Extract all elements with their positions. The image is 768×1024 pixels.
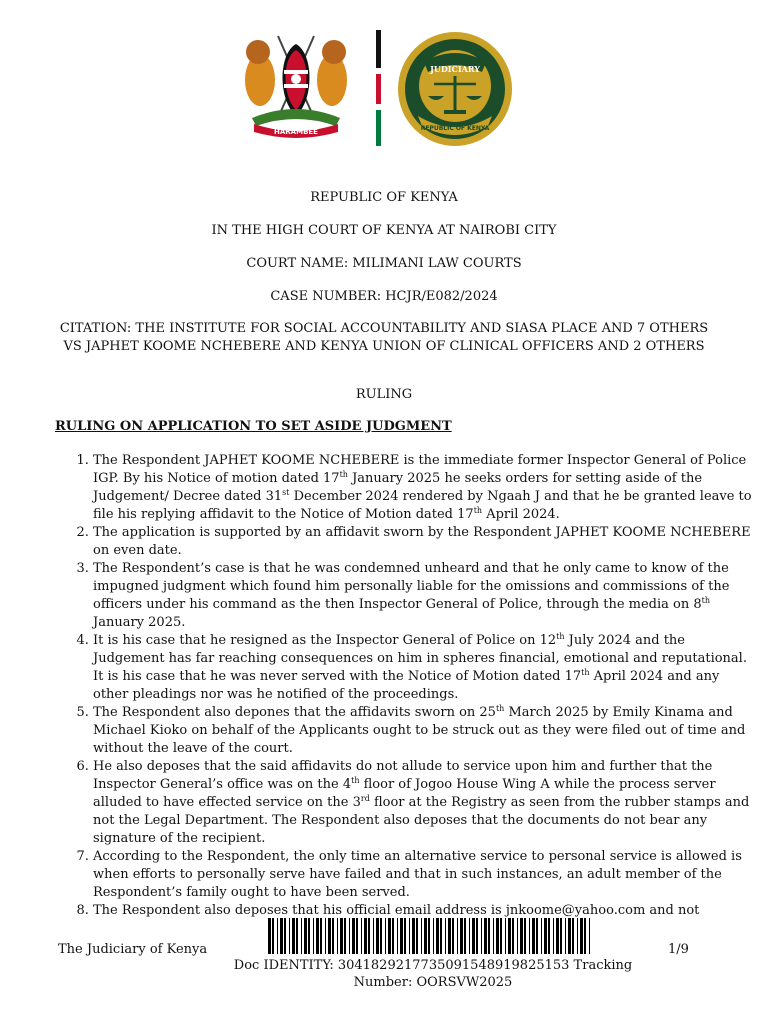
kenya-coat-of-arms-icon	[238, 30, 354, 142]
barcode-icon	[268, 918, 594, 954]
paragraph-7: 7. According to the Respondent, the only time an alternative service to personal service is allowed is when efforts to personally serve have failed and that in such instances, an adult member of the Respondent’s family ought to have been served.	[93, 848, 753, 902]
svg-text:JUDICIARY: JUDICIARY	[430, 64, 480, 74]
court-name-line: COURT NAME: MILIMANI LAW COURTS	[246, 256, 522, 271]
citation	[40, 320, 728, 356]
doc-identity-line: Doc IDENTITY: 30418292177350915489198251​53 Tracking	[233, 958, 633, 973]
flag-divider	[376, 30, 381, 146]
citation-line-2: VS JAPHET KOOME NCHEBERE AND KENYA UNION OF CLINICAL OFFICERS AND 2 OTHERS	[63, 339, 705, 354]
header-logos	[0, 26, 768, 150]
ruling-paragraphs	[55, 452, 753, 920]
paragraph-5: 5. The Respondent also depones that the affidavits sworn on 25th March 2025 by Emily Kinama and Michael Kioko on behalf of the Applicants ought to be struck out as they were filed out of time and without the leave of the court.	[93, 704, 753, 758]
tracking-number: Number: OORSVW2025	[353, 975, 513, 990]
paragraph-6: 6. He also deposes that the said affidavits do not allude to service upon him and further that the Inspector General’s office was on the 4th floor of Jogoo House Wing A while the process server alluded to have effected service on the 3rd floor at the Registry as seen from the rubber stamps and not the Legal Department. The Respondent also deposes that the documents do not bear any signature of the recipient.	[93, 758, 753, 848]
paragraph-8: 8. The Respondent also deposes that his official email address is jnkoome@yahoo.com and not	[93, 902, 753, 920]
court-line: IN THE HIGH COURT OF KENYA AT NAIROBI CITY	[211, 223, 557, 238]
paragraph-3: 3. The Respondent’s case is that he was condemned unheard and that he only came to know of the impugned judgment which found him personally liable for the omissions and commissions of the officers under his command as the then Inspector General of Police, through the media on 8th January 2025.	[93, 560, 753, 632]
paragraph-4: 4. It is his case that he resigned as the Inspector General of Police on 12th July 2024 and the Judgement has far reaching consequences on him in spheres financial, emotional and reputational. It is his case that he was never served with the Notice of Motion dated 17th April 2024 and any other pleadings nor was he notified of the proceedings.	[93, 632, 753, 704]
citation-line-1: CITATION: THE INSTITUTE FOR SOCIAL ACCOUNTABILITY AND SIASA PLACE AND 7 OTHERS	[59, 321, 709, 336]
case-number-line: CASE NUMBER: HCJR/E082/2024	[270, 289, 498, 304]
section-heading: RULING ON APPLICATION TO SET ASIDE JUDGMENT	[55, 419, 452, 434]
judiciary-seal-icon	[396, 30, 514, 148]
paragraph-2: 2. The application is supported by an affidavit sworn by the Respondent JAPHET KOOME NCHEBERE on even date.	[93, 524, 753, 560]
doc-identity	[200, 957, 666, 991]
paragraph-1: 1. The Respondent JAPHET KOOME NCHEBERE is the immediate former Inspector General of Police IGP. By his Notice of motion dated 17th January 2025 he seeks orders for setting aside of the Judgement/ Decree dated 31st December 2024 rendered by Ngaah J and that he be granted leave to file his replying affidavit to the Notice of Motion dated 17th April 2024.	[93, 452, 753, 524]
svg-text:HARAMBEE: HARAMBEE	[274, 128, 318, 136]
svg-text:REPUBLIC OF KENYA: REPUBLIC OF KENYA	[420, 125, 490, 132]
ruling-title: RULING	[355, 387, 413, 402]
footer-judiciary: The Judiciary of Kenya	[58, 942, 208, 957]
republic-line: REPUBLIC OF KENYA	[310, 190, 458, 205]
page-number: 1/9	[668, 942, 689, 957]
